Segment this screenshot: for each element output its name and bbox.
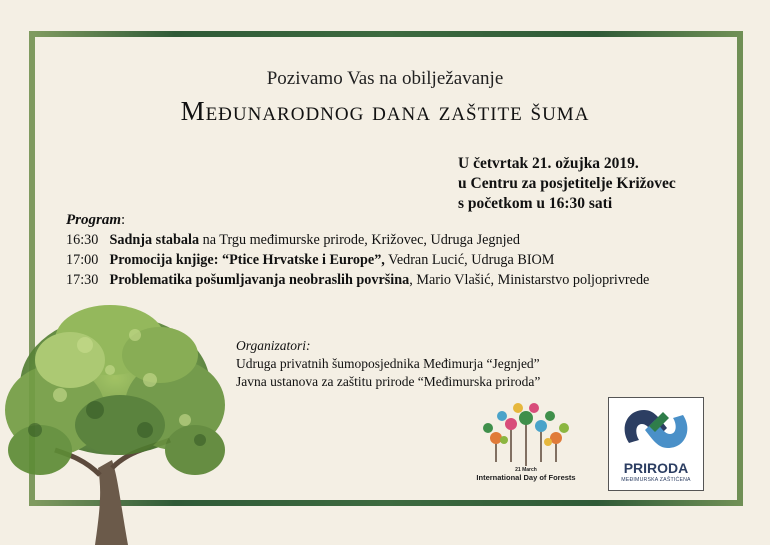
organizers-heading: Organizatori: <box>236 338 311 353</box>
organizer-medimurska-priroda: Javna ustanova za zaštitu prirode “Međimurska priroda” <box>236 374 541 389</box>
event-start-time: s početkom u 16:30 sati <box>458 195 613 212</box>
organizers-block <box>236 337 540 391</box>
event-headline: Međunarodnog dana zaštite šuma <box>180 96 590 126</box>
program-title: Problematika pošumljavanja neobraslih površina <box>109 272 410 288</box>
program-time: 16:30 <box>66 232 99 248</box>
event-location: u Centru za posjetitelje Križovec <box>458 175 676 192</box>
invitation-intro: Pozivamo Vas na obilježavanje <box>266 68 504 89</box>
program-label: Program <box>66 212 122 228</box>
program-item <box>66 230 649 250</box>
priroda-emblem-icon <box>609 398 703 460</box>
program-item <box>66 270 649 290</box>
idf-name: International Day of Forests <box>476 473 576 482</box>
tree-illustration-icon <box>0 300 235 545</box>
program-list <box>66 230 649 290</box>
event-date: U četvrtak 21. ožujka 2019. <box>458 155 639 172</box>
program-title: Promocija knjige: “Ptice Hrvatske i Europe”, <box>109 252 385 268</box>
organizer-jegnjed: Udruga privatnih šumoposjednika Međimurja “Jegnjed” <box>236 356 540 371</box>
program-detail: , Mario Vlašić, Ministarstvo poljoprivrede <box>409 272 650 288</box>
idf-date: 21 March <box>515 467 537 473</box>
priroda-name: PRIRODA <box>623 460 689 476</box>
program-time: 17:00 <box>66 252 99 268</box>
program-colon: : <box>121 212 126 228</box>
program-detail: na Trgu međimurske prirode, Križovec, Udruga Jegnjed <box>199 232 520 248</box>
priroda-subtitle: MEĐIMURSKA ZAŠTIĆENA <box>621 477 691 483</box>
program-detail: Vedran Lucić, Udruga BIOM <box>384 252 555 268</box>
event-details <box>458 154 676 214</box>
medimurska-priroda-logo <box>608 397 704 491</box>
program-heading <box>66 212 125 229</box>
program-title: Sadnja stabala <box>109 232 200 248</box>
program-time: 17:30 <box>66 272 99 288</box>
program-item <box>66 250 649 270</box>
